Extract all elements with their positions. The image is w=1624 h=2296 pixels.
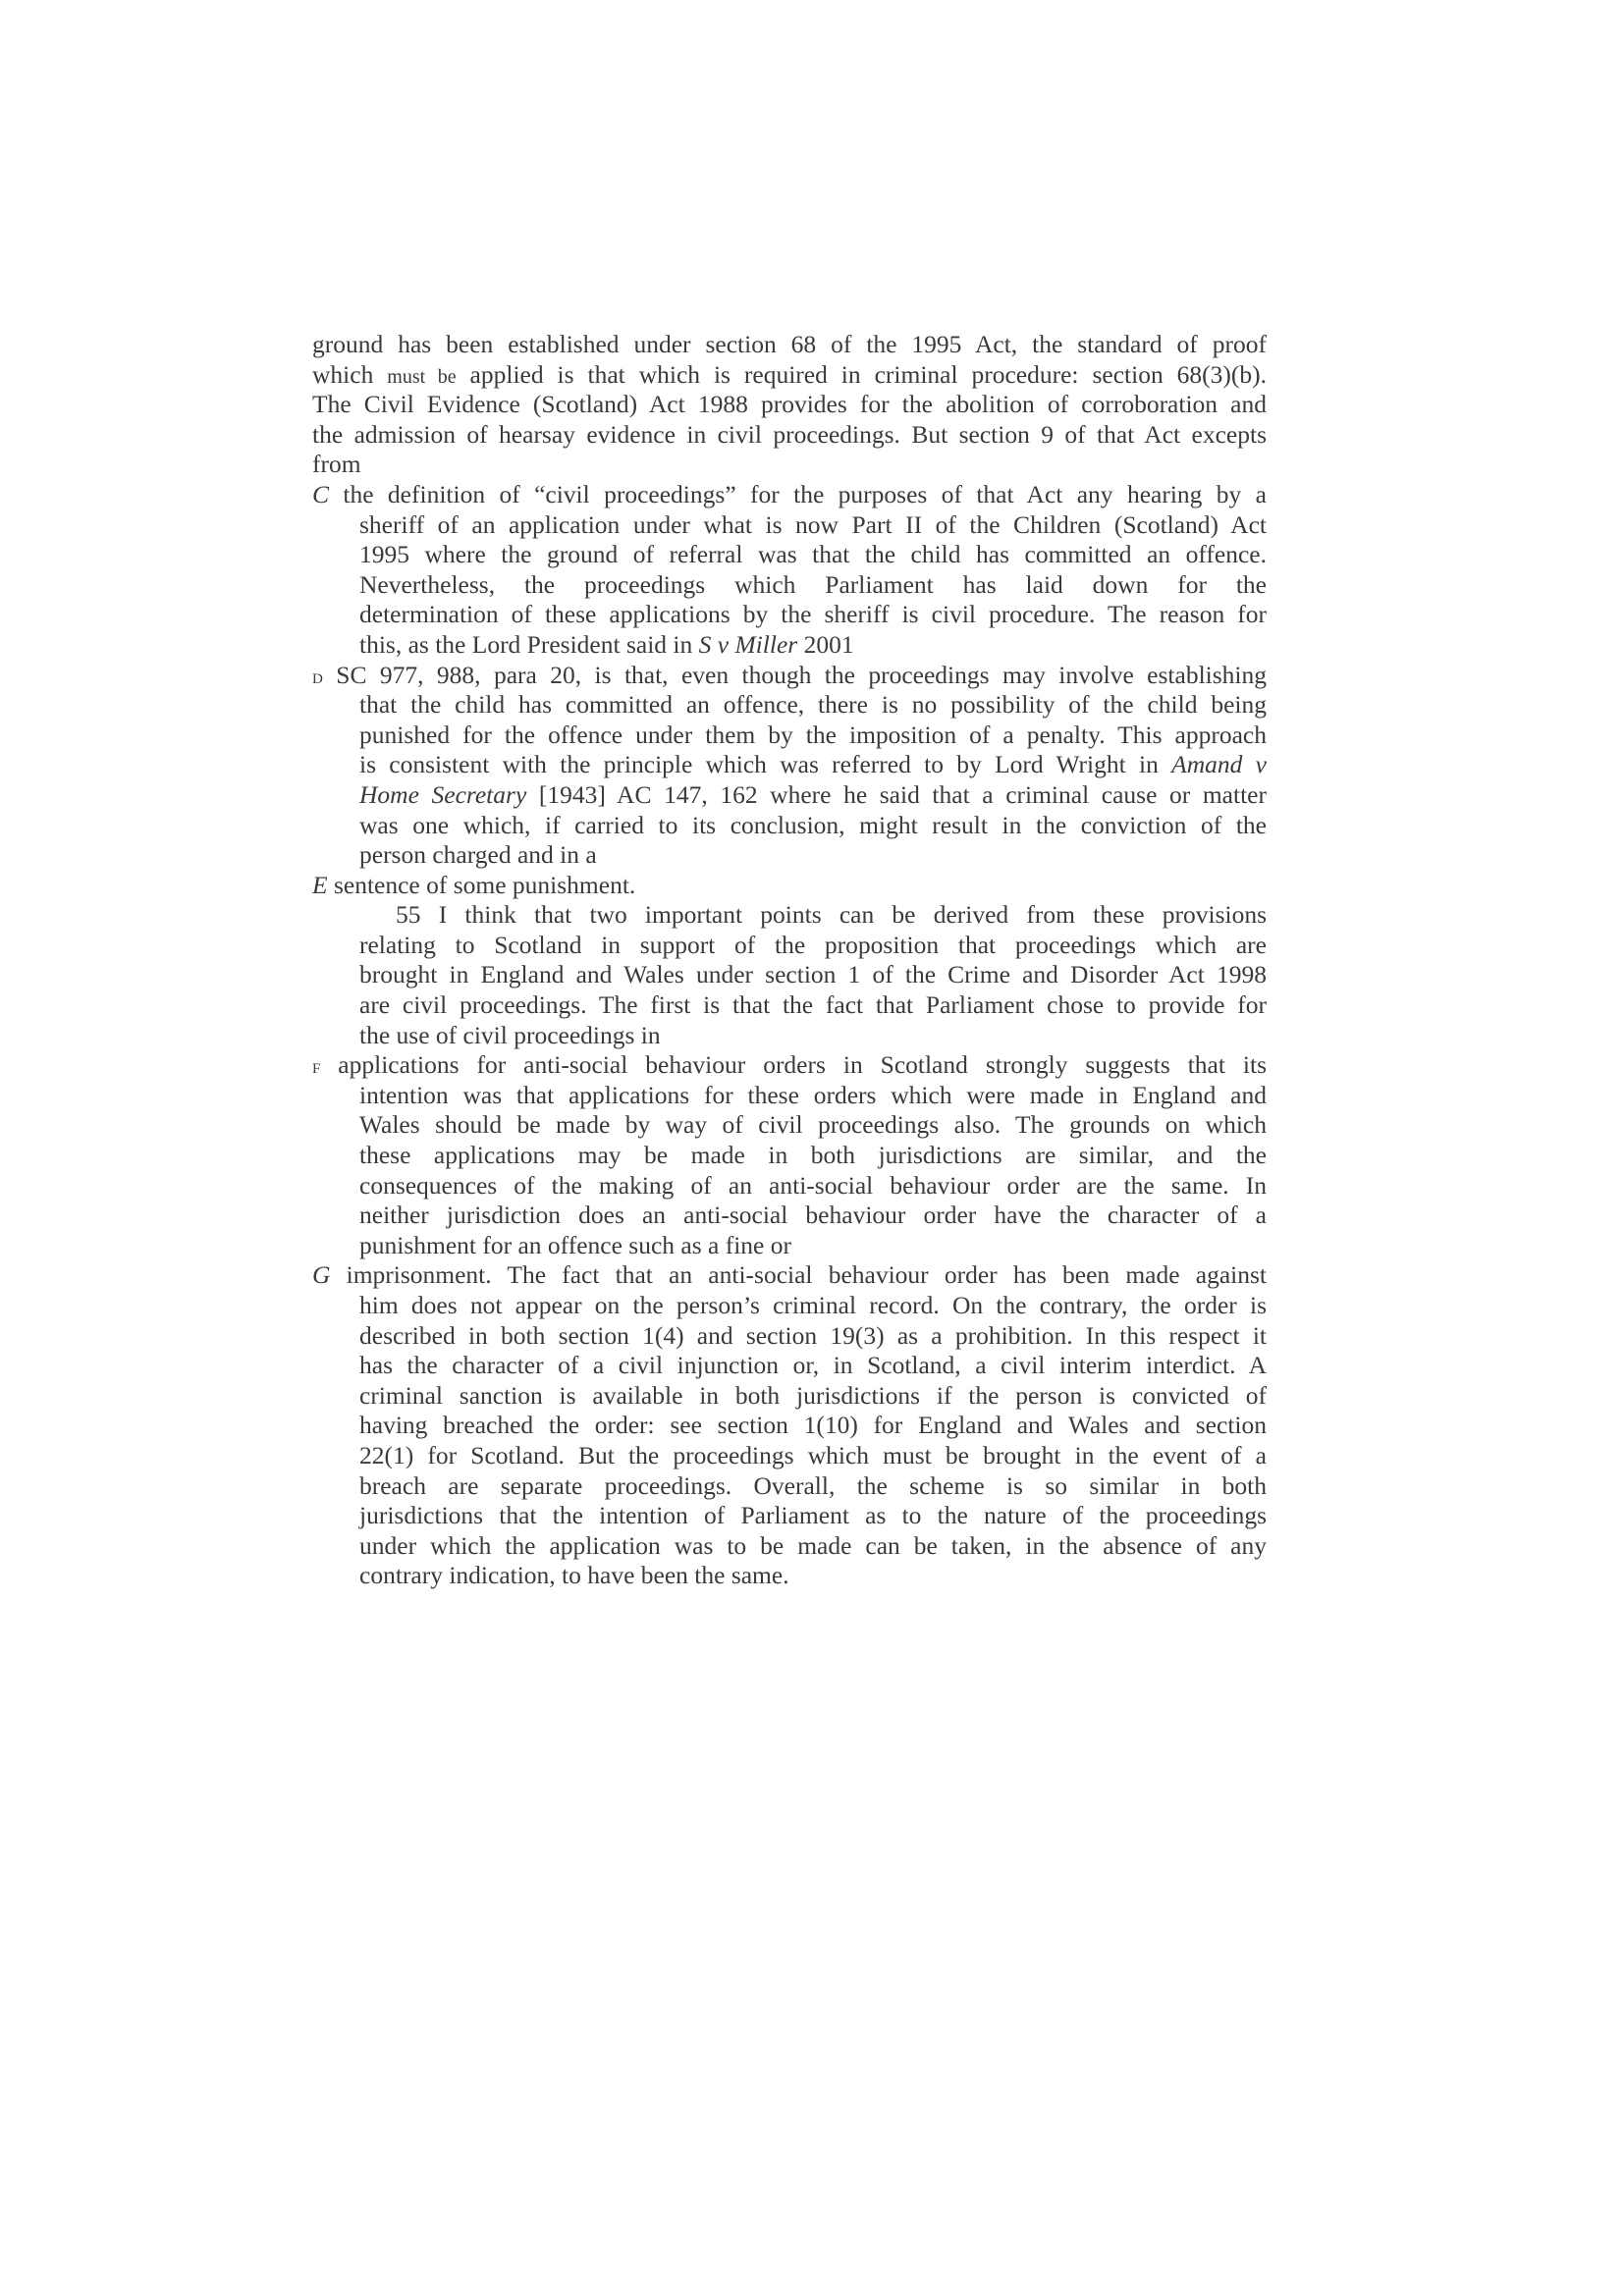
text-run: jurisdictions that the intention of Parliament as to the nature of the proceedings: [359, 1501, 1267, 1530]
text-run: relating to Scotland in support of the proposition that proceedings which are: [359, 930, 1267, 959]
text-line: [312, 900, 1267, 931]
margin-letter: F: [312, 1061, 321, 1078]
text-line: [312, 721, 1267, 751]
margin-letter: C: [312, 479, 330, 508]
text-line: [312, 1291, 1267, 1321]
text-line: [312, 1081, 1267, 1111]
text-run: sentence of some punishment.: [327, 870, 636, 899]
text-run: applied is that which is required in criminal procedure: section 68(3)(b).: [456, 359, 1267, 389]
text-run: ground has been established under section 68 of the 1995 Act, the standard of proof: [312, 330, 1267, 358]
text-run: must be: [387, 365, 457, 388]
text-line: [312, 570, 1267, 601]
text-line: [312, 1201, 1267, 1231]
text-run: brought in England and Wales under section 1 of the Crime and Disorder Act 1998: [359, 960, 1267, 989]
text-run: having breached the order: see section 1(10) for England and Wales and section: [359, 1411, 1267, 1440]
text-line: [312, 330, 1267, 360]
text-run: determination of these applications by the sheriff is civil procedure. The reason for: [359, 600, 1267, 629]
text-run: intention was that applications for these orders which were made in England and: [359, 1080, 1267, 1109]
text-run: punished for the offence under them by the imposition of a penalty. This approach: [359, 720, 1267, 749]
text-run: is consistent with the principle which was referred to by Lord Wright in: [359, 750, 1172, 779]
text-line: [312, 931, 1267, 961]
text-line: [312, 1171, 1267, 1201]
text-line: [312, 1021, 1267, 1051]
text-line: [312, 1411, 1267, 1441]
text-run: applications for anti-social behaviour orders in Scotland strongly suggests that its: [320, 1050, 1267, 1080]
text-line: [312, 1351, 1267, 1381]
text-run: punishment for an offence such as a fine or: [359, 1230, 791, 1259]
text-line: [312, 1231, 1267, 1261]
text-run: SC 977, 988, para 20, is that, even though the proceedings may involve establishing: [322, 660, 1267, 689]
text-line: [312, 600, 1267, 630]
text-run: are civil proceedings. The first is that the fact that Parliament chose to provide for: [359, 990, 1267, 1020]
text-line: [312, 1110, 1267, 1141]
text-run: this, as the Lord President said in: [359, 629, 699, 659]
text-run: 1995 where the ground of referral was that the child has committed an offence.: [359, 540, 1267, 569]
text-line: [312, 1141, 1267, 1171]
text-line: [312, 1441, 1267, 1471]
text-line: [312, 540, 1267, 570]
text-line: [312, 811, 1267, 841]
text-run: from: [312, 450, 361, 479]
text-line: [312, 480, 1267, 510]
text-line: [312, 1050, 1267, 1081]
text-run: under which the application was to be made can be taken, in the absence of any: [359, 1530, 1267, 1560]
text-run: [1943] AC 147, 162 where he said that a criminal cause or matter: [526, 779, 1267, 809]
text-run: neither jurisdiction does an anti-social behaviour order have the character of a: [359, 1201, 1267, 1230]
text-line: [312, 690, 1267, 721]
text-line: [312, 510, 1267, 541]
text-line: [312, 1321, 1267, 1352]
text-run: that the child has committed an offence, there is no possibility of the child being: [359, 690, 1267, 720]
text-line: [312, 840, 1267, 871]
text-run: 55 I think that two important points can be derived from these provisions: [396, 900, 1267, 930]
case-name: S v Miller: [698, 629, 798, 659]
text-run: consequences of the making of an anti-social behaviour order are the same. In: [359, 1170, 1267, 1200]
text-run: him does not appear on the person’s criminal record. On the contrary, the order is: [359, 1291, 1267, 1319]
text-run: sheriff of an application under what is now Part II of the Children (Scotland) Act: [359, 509, 1267, 539]
text-line: [312, 960, 1267, 990]
text-line: [312, 1501, 1267, 1531]
text-run: Wales should be made by way of civil proceedings also. The grounds on which: [359, 1110, 1267, 1140]
text-line: [312, 661, 1267, 691]
text-line: [312, 630, 1267, 661]
text-run: contrary indication, to have been the same.: [359, 1561, 789, 1590]
body-text: [312, 330, 1267, 1591]
text-line: [312, 1531, 1267, 1562]
text-run: has the character of a civil injunction or, in Scotland, a civil interim interdict. A: [359, 1351, 1267, 1380]
text-run: described in both section 1(4) and section 19(3) as a prohibition. In this respect it: [359, 1320, 1267, 1350]
margin-letter: G: [312, 1260, 331, 1290]
text-line: [312, 750, 1267, 780]
text-line: [312, 1471, 1267, 1502]
margin-letter: E: [312, 870, 328, 899]
text-line: [312, 1260, 1267, 1291]
text-run: criminal sanction is available in both jurisdictions if the person is convicted of: [359, 1380, 1267, 1410]
margin-letter: D: [312, 670, 323, 687]
text-run: the admission of hearsay evidence in civil proceedings. But section 9 of that Act excepts: [312, 419, 1267, 449]
text-run: person charged and in a: [359, 840, 597, 870]
text-line: [312, 1561, 1267, 1591]
text-run: which: [312, 359, 388, 389]
text-run: 2001: [797, 629, 854, 659]
text-run: The Civil Evidence (Scotland) Act 1988 provides for the abolition of corroboration and: [312, 390, 1267, 419]
text-run: these applications may be made in both jurisdictions are similar, and the: [359, 1141, 1267, 1170]
text-run: breach are separate proceedings. Overall, the scheme is so similar in both: [359, 1470, 1267, 1500]
text-line: [312, 450, 1267, 480]
text-run: the definition of “civil proceedings” for the purposes of that Act any hearing by a: [329, 479, 1267, 508]
text-line: [312, 990, 1267, 1021]
text-line: [312, 390, 1267, 420]
text-run: Nevertheless, the proceedings which Parliament has laid down for the: [359, 569, 1267, 599]
text-line: [312, 420, 1267, 451]
text-run: the use of civil proceedings in: [359, 1020, 661, 1049]
text-line: [312, 780, 1267, 811]
text-line: [312, 1381, 1267, 1412]
text-line: [312, 871, 1267, 901]
text-run: imprisonment. The fact that an anti-social behaviour order has been made against: [330, 1260, 1267, 1290]
text-line: [312, 360, 1267, 391]
text-run: was one which, if carried to its conclusion, might result in the conviction of the: [359, 810, 1267, 839]
text-run: 22(1) for Scotland. But the proceedings which must be brought in the event of a: [359, 1440, 1267, 1469]
case-name: Home Secretary: [359, 779, 527, 809]
case-name: Amand v: [1171, 750, 1267, 779]
